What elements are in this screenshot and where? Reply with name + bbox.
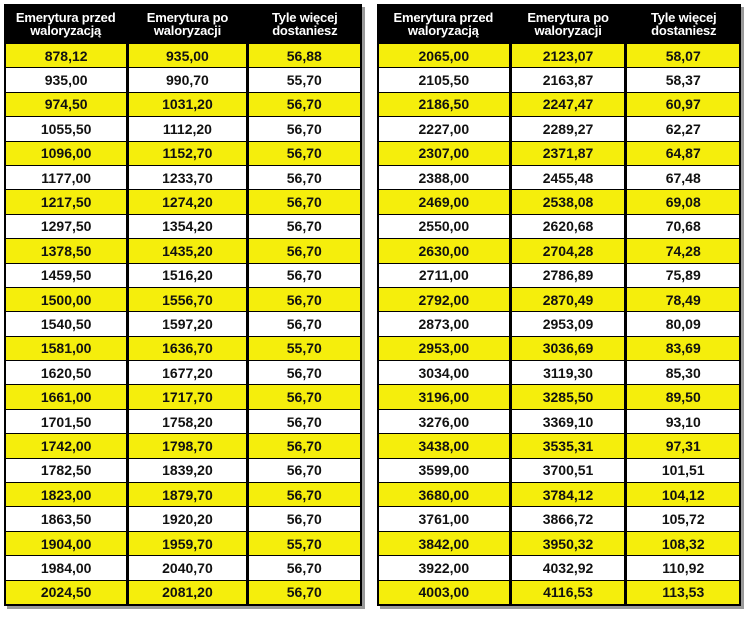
cell-difference: 56,70 xyxy=(247,483,361,507)
cell-difference: 64,87 xyxy=(626,141,740,165)
cell-difference: 78,49 xyxy=(626,287,740,311)
cell-after-indexation: 1798,70 xyxy=(128,434,247,458)
header-difference: Tyle więcej dostaniesz xyxy=(247,4,361,44)
cell-difference: 56,88 xyxy=(247,44,361,68)
cell-after-indexation: 935,00 xyxy=(128,44,247,68)
cell-difference: 93,10 xyxy=(626,409,740,433)
cell-before-indexation: 3196,00 xyxy=(378,385,510,409)
cell-difference: 67,48 xyxy=(626,165,740,189)
cell-before-indexation: 1540,50 xyxy=(5,312,128,336)
cell-before-indexation: 2065,00 xyxy=(378,44,510,68)
cell-before-indexation: 2186,50 xyxy=(378,92,510,116)
cell-after-indexation: 2163,87 xyxy=(510,68,626,92)
table-row xyxy=(5,361,361,385)
cell-before-indexation: 2792,00 xyxy=(378,287,510,311)
cell-before-indexation: 935,00 xyxy=(5,68,128,92)
cell-before-indexation: 2953,00 xyxy=(378,336,510,360)
cell-after-indexation: 4116,53 xyxy=(510,580,626,605)
cell-before-indexation: 974,50 xyxy=(5,92,128,116)
cell-difference: 55,70 xyxy=(247,336,361,360)
cell-difference: 75,89 xyxy=(626,263,740,287)
cell-after-indexation: 2704,28 xyxy=(510,239,626,263)
cell-after-indexation: 3866,72 xyxy=(510,507,626,531)
header-after-indexation: Emerytura po waloryzacji xyxy=(510,4,626,44)
table-body xyxy=(378,44,740,605)
table-row xyxy=(378,263,740,287)
cell-before-indexation: 1984,00 xyxy=(5,556,128,580)
table-row xyxy=(378,214,740,238)
cell-difference: 55,70 xyxy=(247,68,361,92)
cell-before-indexation: 1217,50 xyxy=(5,190,128,214)
cell-before-indexation: 2227,00 xyxy=(378,117,510,141)
cell-difference: 56,70 xyxy=(247,214,361,238)
cell-before-indexation: 1581,00 xyxy=(5,336,128,360)
cell-difference: 89,50 xyxy=(626,385,740,409)
cell-after-indexation: 1435,20 xyxy=(128,239,247,263)
cell-difference: 56,70 xyxy=(247,141,361,165)
cell-difference: 56,70 xyxy=(247,556,361,580)
cell-difference: 56,70 xyxy=(247,239,361,263)
pension-table-left xyxy=(4,4,362,606)
cell-before-indexation: 2105,50 xyxy=(378,68,510,92)
cell-before-indexation: 2469,00 xyxy=(378,190,510,214)
header-before-indexation: Emerytura przed waloryzacją xyxy=(393,10,494,38)
table-header xyxy=(5,4,361,44)
cell-after-indexation: 1636,70 xyxy=(128,336,247,360)
cell-after-indexation: 1274,20 xyxy=(128,190,247,214)
cell-after-indexation: 2786,89 xyxy=(510,263,626,287)
cell-after-indexation: 1879,70 xyxy=(128,483,247,507)
table-row xyxy=(378,507,740,531)
cell-before-indexation: 2630,00 xyxy=(378,239,510,263)
table-row xyxy=(378,287,740,311)
cell-after-indexation: 1516,20 xyxy=(128,263,247,287)
table-row xyxy=(378,580,740,605)
cell-difference: 56,70 xyxy=(247,190,361,214)
cell-before-indexation: 3438,00 xyxy=(378,434,510,458)
cell-before-indexation: 3034,00 xyxy=(378,361,510,385)
table-row xyxy=(5,190,361,214)
cell-before-indexation: 1297,50 xyxy=(5,214,128,238)
table-row xyxy=(5,385,361,409)
cell-after-indexation: 1920,20 xyxy=(128,507,247,531)
table-row xyxy=(5,409,361,433)
cell-difference: 56,70 xyxy=(247,385,361,409)
cell-difference: 56,70 xyxy=(247,507,361,531)
cell-before-indexation: 3276,00 xyxy=(378,409,510,433)
cell-before-indexation: 1863,50 xyxy=(5,507,128,531)
cell-difference: 74,28 xyxy=(626,239,740,263)
cell-difference: 58,37 xyxy=(626,68,740,92)
cell-after-indexation: 1354,20 xyxy=(128,214,247,238)
cell-difference: 97,31 xyxy=(626,434,740,458)
cell-before-indexation: 4003,00 xyxy=(378,580,510,605)
cell-after-indexation: 1717,70 xyxy=(128,385,247,409)
cell-difference: 56,70 xyxy=(247,580,361,605)
cell-difference: 69,08 xyxy=(626,190,740,214)
cell-after-indexation: 3369,10 xyxy=(510,409,626,433)
table-row xyxy=(5,458,361,482)
cell-after-indexation: 1556,70 xyxy=(128,287,247,311)
table-row xyxy=(5,483,361,507)
cell-before-indexation: 1620,50 xyxy=(5,361,128,385)
cell-after-indexation: 2455,48 xyxy=(510,165,626,189)
header-difference: Tyle więcej dostaniesz xyxy=(626,4,740,44)
cell-after-indexation: 2538,08 xyxy=(510,190,626,214)
cell-before-indexation: 878,12 xyxy=(5,44,128,68)
table-row xyxy=(5,336,361,360)
cell-before-indexation: 1378,50 xyxy=(5,239,128,263)
cell-after-indexation: 1031,20 xyxy=(128,92,247,116)
table-row xyxy=(378,312,740,336)
cell-before-indexation: 1661,00 xyxy=(5,385,128,409)
cell-before-indexation: 3842,00 xyxy=(378,531,510,555)
cell-before-indexation: 2550,00 xyxy=(378,214,510,238)
table-row xyxy=(378,165,740,189)
table-header xyxy=(378,4,740,44)
cell-before-indexation: 1500,00 xyxy=(5,287,128,311)
cell-difference: 113,53 xyxy=(626,580,740,605)
table-row xyxy=(378,68,740,92)
cell-difference: 56,70 xyxy=(247,287,361,311)
cell-after-indexation: 990,70 xyxy=(128,68,247,92)
cell-before-indexation: 1459,50 xyxy=(5,263,128,287)
table-row xyxy=(378,141,740,165)
pension-table-right xyxy=(377,4,741,606)
table-row xyxy=(378,556,740,580)
cell-after-indexation: 2953,09 xyxy=(510,312,626,336)
cell-difference: 62,27 xyxy=(626,117,740,141)
cell-before-indexation: 3922,00 xyxy=(378,556,510,580)
table-row xyxy=(5,92,361,116)
cell-difference: 58,07 xyxy=(626,44,740,68)
cell-before-indexation: 1055,50 xyxy=(5,117,128,141)
table-row xyxy=(5,239,361,263)
cell-after-indexation: 1758,20 xyxy=(128,409,247,433)
cell-before-indexation: 1096,00 xyxy=(5,141,128,165)
table-row xyxy=(378,531,740,555)
header-before-indexation: Emerytura przed waloryzacją xyxy=(15,10,116,38)
table-row xyxy=(5,312,361,336)
cell-difference: 56,70 xyxy=(247,92,361,116)
cell-difference: 108,32 xyxy=(626,531,740,555)
cell-after-indexation: 1959,70 xyxy=(128,531,247,555)
cell-before-indexation: 1742,00 xyxy=(5,434,128,458)
cell-after-indexation: 1597,20 xyxy=(128,312,247,336)
cell-difference: 110,92 xyxy=(626,556,740,580)
cell-after-indexation: 2289,27 xyxy=(510,117,626,141)
cell-after-indexation: 2247,47 xyxy=(510,92,626,116)
table-row xyxy=(5,507,361,531)
cell-before-indexation: 2388,00 xyxy=(378,165,510,189)
cell-before-indexation: 3599,00 xyxy=(378,458,510,482)
table-row xyxy=(378,385,740,409)
cell-difference: 104,12 xyxy=(626,483,740,507)
table-row xyxy=(5,263,361,287)
cell-difference: 105,72 xyxy=(626,507,740,531)
table-row xyxy=(5,580,361,605)
cell-difference: 80,09 xyxy=(626,312,740,336)
table-row xyxy=(378,483,740,507)
table-row xyxy=(378,44,740,68)
cell-after-indexation: 1152,70 xyxy=(128,141,247,165)
cell-after-indexation: 3036,69 xyxy=(510,336,626,360)
table-row xyxy=(5,556,361,580)
cell-after-indexation: 3285,50 xyxy=(510,385,626,409)
cell-difference: 55,70 xyxy=(247,531,361,555)
cell-difference: 83,69 xyxy=(626,336,740,360)
table-row xyxy=(378,92,740,116)
table-row xyxy=(378,434,740,458)
table-row xyxy=(5,214,361,238)
cell-before-indexation: 2024,50 xyxy=(5,580,128,605)
cell-after-indexation: 3119,30 xyxy=(510,361,626,385)
cell-after-indexation: 2081,20 xyxy=(128,580,247,605)
cell-before-indexation: 1177,00 xyxy=(5,165,128,189)
table-row xyxy=(378,117,740,141)
cell-difference: 70,68 xyxy=(626,214,740,238)
cell-difference: 56,70 xyxy=(247,263,361,287)
cell-difference: 56,70 xyxy=(247,434,361,458)
table-row xyxy=(378,409,740,433)
cell-after-indexation: 4032,92 xyxy=(510,556,626,580)
table-row xyxy=(5,165,361,189)
cell-after-indexation: 2620,68 xyxy=(510,214,626,238)
cell-after-indexation: 1677,20 xyxy=(128,361,247,385)
cell-difference: 60,97 xyxy=(626,92,740,116)
table-row xyxy=(5,531,361,555)
cell-before-indexation: 2873,00 xyxy=(378,312,510,336)
table-row xyxy=(5,287,361,311)
cell-difference: 101,51 xyxy=(626,458,740,482)
table-row xyxy=(5,434,361,458)
cell-difference: 56,70 xyxy=(247,458,361,482)
table-row xyxy=(378,239,740,263)
table-row xyxy=(5,141,361,165)
cell-before-indexation: 1823,00 xyxy=(5,483,128,507)
cell-before-indexation: 3680,00 xyxy=(378,483,510,507)
cell-after-indexation: 1112,20 xyxy=(128,117,247,141)
cell-after-indexation: 2870,49 xyxy=(510,287,626,311)
cell-after-indexation: 2040,70 xyxy=(128,556,247,580)
table-row xyxy=(378,190,740,214)
cell-after-indexation: 2371,87 xyxy=(510,141,626,165)
cell-after-indexation: 3535,31 xyxy=(510,434,626,458)
table-row xyxy=(5,68,361,92)
cell-difference: 56,70 xyxy=(247,361,361,385)
table-row xyxy=(5,44,361,68)
cell-difference: 56,70 xyxy=(247,312,361,336)
cell-after-indexation: 2123,07 xyxy=(510,44,626,68)
cell-difference: 56,70 xyxy=(247,409,361,433)
cell-after-indexation: 3700,51 xyxy=(510,458,626,482)
cell-before-indexation: 1701,50 xyxy=(5,409,128,433)
table-row xyxy=(378,336,740,360)
cell-before-indexation: 1782,50 xyxy=(5,458,128,482)
cell-difference: 56,70 xyxy=(247,117,361,141)
header-after-indexation: Emerytura po waloryzacji xyxy=(128,4,247,44)
cell-difference: 85,30 xyxy=(626,361,740,385)
table-row xyxy=(5,117,361,141)
cell-after-indexation: 3950,32 xyxy=(510,531,626,555)
cell-before-indexation: 3761,00 xyxy=(378,507,510,531)
cell-after-indexation: 3784,12 xyxy=(510,483,626,507)
table-row xyxy=(378,361,740,385)
cell-before-indexation: 2307,00 xyxy=(378,141,510,165)
table-row xyxy=(378,458,740,482)
cell-after-indexation: 1839,20 xyxy=(128,458,247,482)
cell-after-indexation: 1233,70 xyxy=(128,165,247,189)
cell-before-indexation: 1904,00 xyxy=(5,531,128,555)
cell-before-indexation: 2711,00 xyxy=(378,263,510,287)
cell-difference: 56,70 xyxy=(247,165,361,189)
table-body xyxy=(5,44,361,605)
